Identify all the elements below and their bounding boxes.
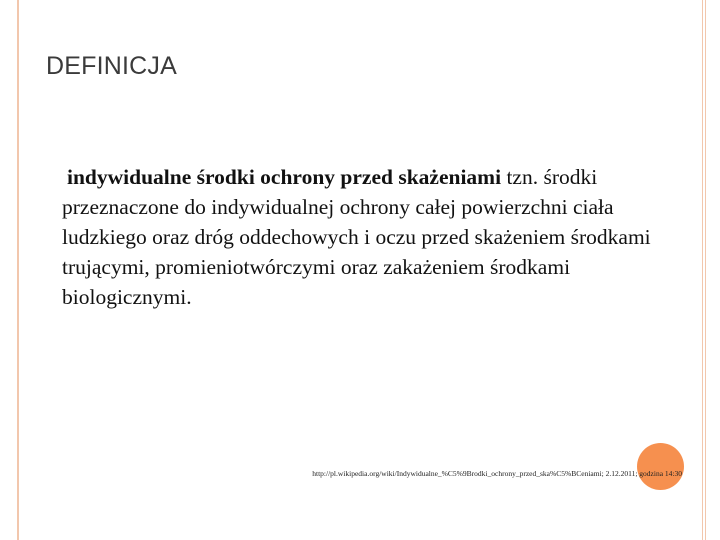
- frame-right-line: [702, 0, 706, 540]
- definition-paragraph: [62, 162, 692, 312]
- slide-title: DEFINICJA: [46, 52, 177, 80]
- definition-term: indywidualne środki ochrony przed skażeniami: [67, 165, 502, 189]
- source-citation: http://pl.wikipedia.org/wiki/Indywidualne_%C5%9Brodki_ochrony_przed_ska%C5%BCeniami; 2.12.2011; godzina 14:30: [312, 469, 682, 478]
- orange-circle-badge: [637, 443, 684, 490]
- frame-left-line: [17, 0, 19, 540]
- definition-text: tzn. środki przeznaczone do indywidualnej ochrony całej powierzchni ciała ludzkiego oraz dróg oddechowych i oczu przed skażeniem środkami trującymi, promieniotwórczymi oraz zakażeniem środkami biologicznymi.: [62, 165, 651, 309]
